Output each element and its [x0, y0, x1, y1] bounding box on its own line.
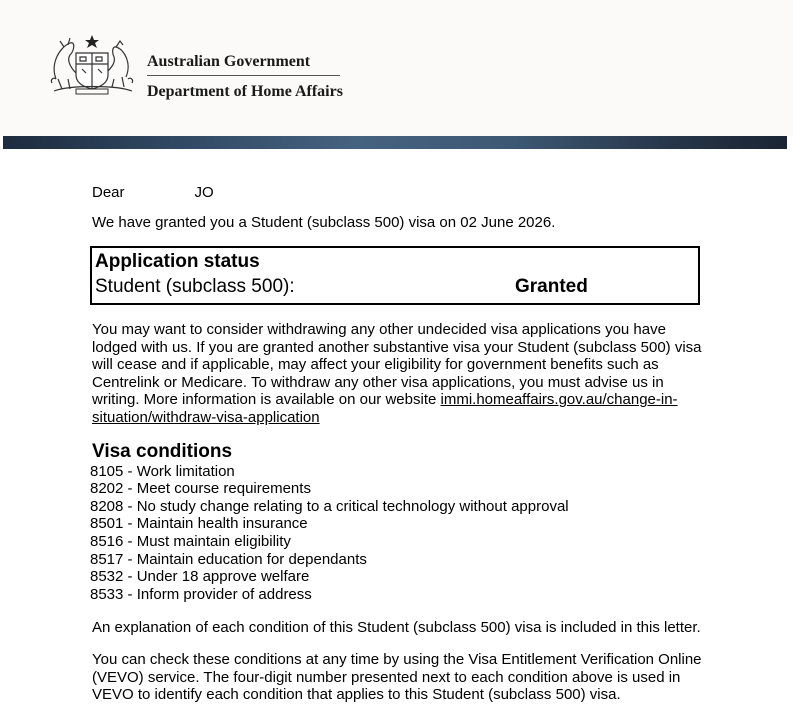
condition-item: 8105 - Work limitation	[90, 462, 235, 480]
condition-item: 8202 - Meet course requirements	[90, 480, 311, 498]
conditions-title: Visa conditions	[92, 440, 233, 462]
condition-item: 8208 - No study change relating to a critical technology without approval	[90, 497, 569, 515]
status-value: Granted	[515, 276, 588, 297]
government-name: Australian Government	[147, 53, 311, 70]
salutation	[92, 184, 702, 202]
department-name: Department of Home Affairs	[147, 83, 343, 100]
status-label: Student (subclass 500):	[95, 276, 295, 297]
header-band	[3, 136, 787, 149]
status-title: Application status	[95, 251, 260, 272]
condition-item: 8517 - Maintain education for dependants	[90, 550, 367, 568]
grant-sentence: We have granted you a Student (subclass 500) visa on 02 June 2026.	[92, 214, 556, 231]
withdraw-link[interactable]: immi.homeaffairs.gov.au/change-in-situation/withdraw-visa-application	[92, 391, 678, 426]
condition-item: 8533 - Inform provider of address	[90, 585, 312, 603]
condition-item: 8501 - Maintain health insurance	[90, 515, 308, 533]
salutation-name: JO	[194, 184, 214, 201]
letterhead	[0, 0, 793, 136]
letter-body	[92, 184, 702, 718]
condition-item: 8532 - Under 18 approve welfare	[90, 568, 310, 586]
salutation-prefix: Dear	[92, 184, 125, 201]
status-row	[95, 274, 698, 300]
condition-item: 8516 - Must maintain eligibility	[90, 532, 291, 550]
withdraw-paragraph	[92, 321, 702, 427]
coat-of-arms-icon	[46, 33, 138, 99]
explanation-paragraph: An explanation of each condition of this Student (subclass 500) visa is included in this letter.	[92, 619, 701, 637]
conditions-list	[90, 463, 702, 604]
divider	[147, 75, 340, 76]
vevo-paragraph: You can check these conditions at any time by using the Visa Entitlement Verification Online (VEVO) service. The four-digit number presented next to each condition above is used in VEVO to identify each condition that applies to this Student (subclass 500) visa.	[92, 650, 702, 704]
withdraw-text: You may want to consider withdrawing any other undecided visa applications you have lodged with us. If you are granted another substantive visa your Student (subclass 500) visa will cease and if applicable, may affect your eligibility for government benefits such as Centrelink or Medicare. To withdraw any other visa applications, you must advise us in writing. More information is available on our website	[92, 321, 702, 409]
application-status-box	[90, 246, 700, 305]
